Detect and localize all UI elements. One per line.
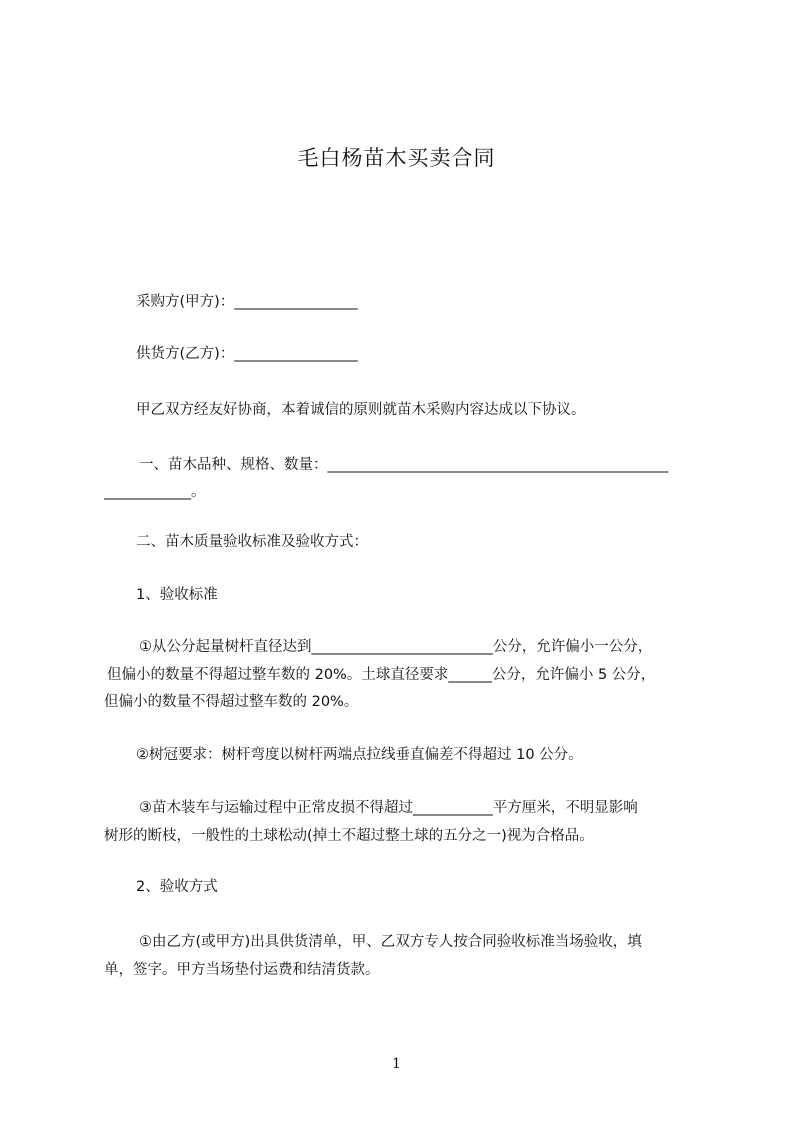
acceptance-item-1-line-2: 单，签字。甲方当场垫付运费和结清货款。 (104, 962, 380, 978)
item-1-line-2: 但偏小的数量不得超过整车数的 20%。土球直径要求______公分，允许偏小 5 公分， (107, 667, 656, 683)
subsection-1-heading: 1、验收标准 (136, 587, 218, 603)
item-3-line-1: ③苗木装车与运输过程中正常皮损不得超过___________平方厘米，不明显影响 (139, 800, 638, 816)
section-1-line-1: 一、苗木品种、规格、数量：_______________________________________________ (139, 457, 669, 473)
page-number: 1 (392, 1056, 401, 1072)
party-b-line: 供货方(乙方)：_________________ (136, 346, 358, 362)
document-title: 毛白杨苗木买卖合同 (297, 146, 496, 170)
section-2-heading: 二、苗木质量验收标准及验收方式： (136, 534, 368, 550)
item-2-line: ②树冠要求：树杆弯度以树杆两端点拉线垂直偏差不得超过 10 公分。 (136, 747, 583, 763)
party-a-line: 采购方(甲方)：_________________ (136, 294, 358, 310)
subsection-2-heading: 2、验收方式 (136, 879, 218, 895)
item-1-line-1: ①从公分起量树杆直径达到_________________________公分，允许偏小一公分， (139, 639, 653, 655)
item-3-line-2: 树形的断枝，一般性的土球松动(掉土不超过整土球的五分之一)视为合格品。 (104, 828, 594, 844)
acceptance-item-1-line-1: ①由乙方(或甲方)出具供货清单，甲、乙双方专人按合同验收标准当场验收，填 (139, 934, 642, 950)
section-1-line-2: ____________。 (104, 484, 206, 500)
intro-paragraph: 甲乙双方经友好协商，本着诚信的原则就苗木采购内容达成以下协议。 (136, 402, 586, 418)
item-1-line-3: 但偏小的数量不得超过整车数的 20%。 (104, 694, 359, 710)
